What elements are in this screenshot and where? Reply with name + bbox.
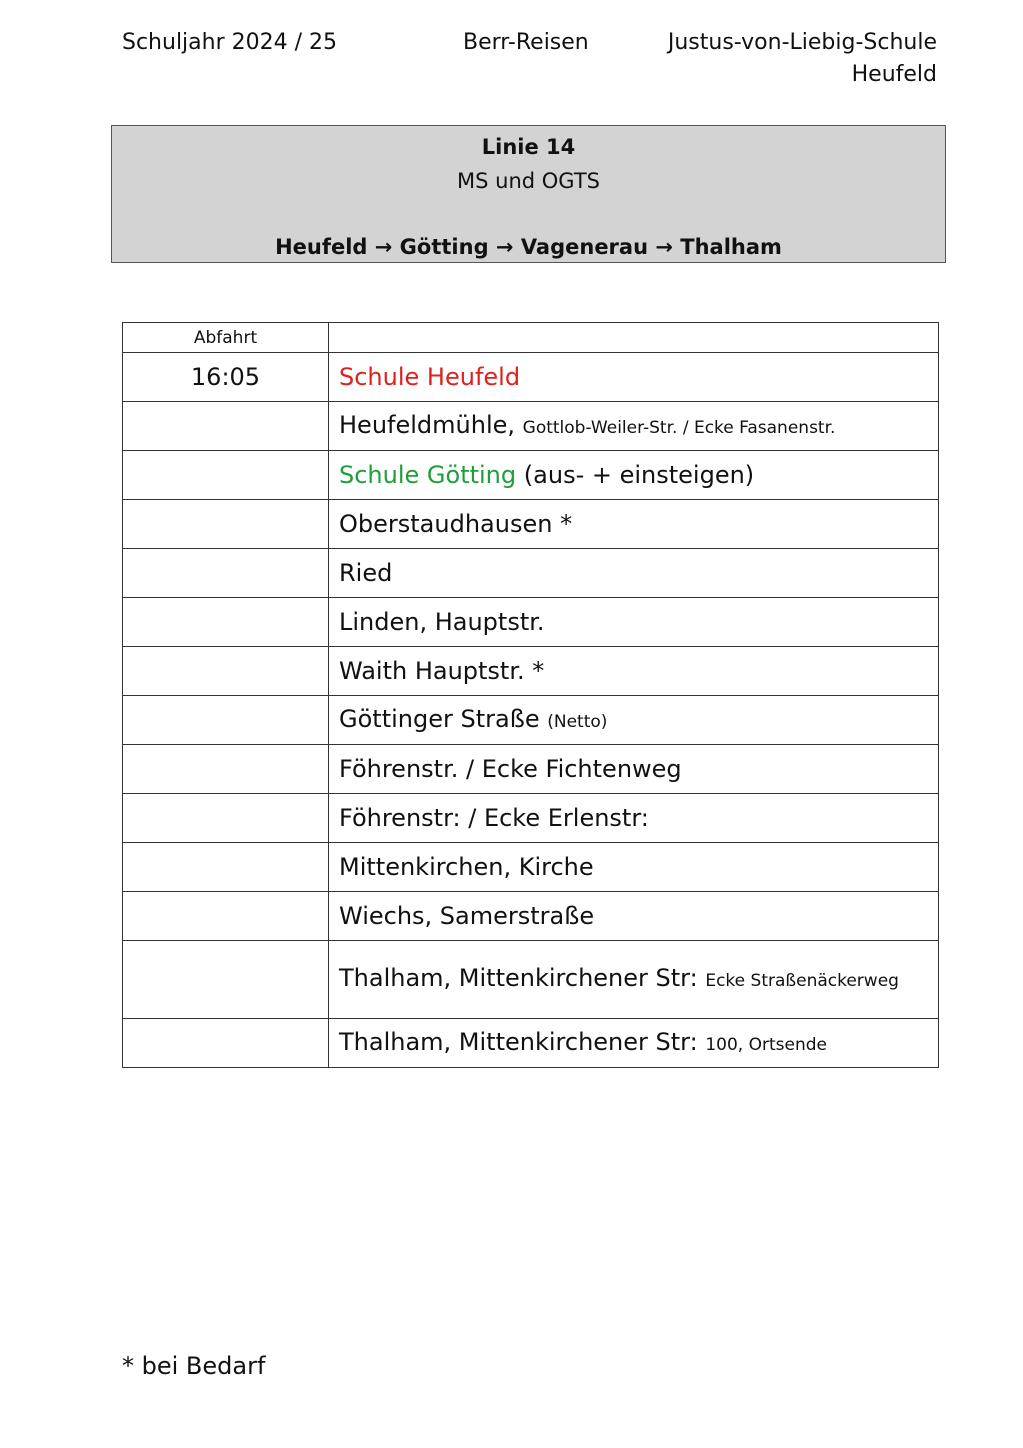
table-row	[123, 696, 939, 745]
stop-name: Mittenkirchen, Kirche	[339, 853, 594, 881]
stop-name: Thalham, Mittenkirchener Str:	[339, 1027, 698, 1056]
stop-name: Göttinger Straße	[339, 704, 540, 733]
table-header-row	[123, 323, 939, 353]
table-row	[123, 745, 939, 794]
departure-time	[123, 843, 329, 892]
departure-time	[123, 598, 329, 647]
schedule-table	[122, 322, 939, 1068]
stop-cell	[329, 745, 939, 794]
school-name-line2: Heufeld	[851, 62, 937, 87]
school-name	[668, 27, 937, 91]
stop-cell	[329, 1019, 939, 1068]
school-name-line1: Justus-von-Liebig-Schule	[667, 30, 937, 55]
table-row	[123, 892, 939, 941]
departure-time	[123, 892, 329, 941]
stop-cell	[329, 647, 939, 696]
stop-name: Waith Hauptstr. *	[339, 657, 545, 685]
stop-cell	[329, 402, 939, 451]
stop-cell	[329, 941, 939, 1019]
stop-cell	[329, 451, 939, 500]
departure-time	[123, 794, 329, 843]
departure-time	[123, 500, 329, 549]
stop-detail: Ecke Straßenäckerweg	[705, 971, 899, 991]
stop-cell	[329, 794, 939, 843]
stop-name: Föhrenstr: / Ecke Erlenstr:	[339, 804, 649, 832]
stop-cell	[329, 500, 939, 549]
departure-time	[123, 549, 329, 598]
table-body	[123, 353, 939, 1068]
line-number: Linie 14	[481, 135, 576, 159]
stop-cell	[329, 843, 939, 892]
table-row	[123, 598, 939, 647]
stop-cell	[329, 353, 939, 402]
footnote: * bei Bedarf	[122, 1352, 266, 1380]
line-subtitle: MS und OGTS	[457, 169, 600, 193]
stop-name: Heufeldmühle,	[339, 410, 516, 439]
departure-time	[123, 941, 329, 1019]
stop-name: Föhrenstr. / Ecke Fichtenweg	[339, 755, 682, 783]
table-row	[123, 549, 939, 598]
stop-cell	[329, 696, 939, 745]
table-row	[123, 843, 939, 892]
stop-name: Ried	[339, 559, 393, 587]
stop-name: Thalham, Mittenkirchener Str:	[339, 964, 698, 992]
bus-company: Berr-Reisen	[463, 30, 589, 55]
table-row	[123, 941, 939, 1019]
departure-time	[123, 451, 329, 500]
stop-cell	[329, 549, 939, 598]
stop-detail: Gottlob-Weiler-Str. / Ecke Fasanenstr.	[522, 417, 836, 438]
stop-note: (aus- + einsteigen)	[523, 461, 755, 489]
table-row	[123, 794, 939, 843]
stop-name: Wiechs, Samerstraße	[339, 902, 595, 930]
route-summary: Heufeld → Götting → Vagenerau → Thalham	[275, 235, 782, 259]
stop-name: Schule Götting	[339, 461, 517, 489]
table-row	[123, 647, 939, 696]
stop-detail: (Netto)	[547, 711, 608, 732]
departure-time	[123, 696, 329, 745]
table-row	[123, 500, 939, 549]
stop-detail: 100, Ortsende	[705, 1034, 827, 1055]
stop-name: Linden, Hauptstr.	[339, 608, 545, 636]
table-row	[123, 451, 939, 500]
departure-time	[123, 647, 329, 696]
header-abfahrt: Abfahrt	[123, 323, 329, 353]
departure-time	[123, 402, 329, 451]
departure-time	[123, 1019, 329, 1068]
stop-name: Schule Heufeld	[339, 363, 521, 391]
header-stop	[329, 323, 939, 353]
departure-time	[123, 745, 329, 794]
stop-name: Oberstaudhausen *	[339, 510, 573, 538]
departure-time: 16:05	[123, 353, 329, 402]
table-row	[123, 353, 939, 402]
stop-cell	[329, 598, 939, 647]
stop-cell	[329, 892, 939, 941]
school-year: Schuljahr 2024 / 25	[122, 30, 338, 55]
route-title-box	[111, 125, 946, 263]
table-row	[123, 1019, 939, 1068]
table-row	[123, 402, 939, 451]
